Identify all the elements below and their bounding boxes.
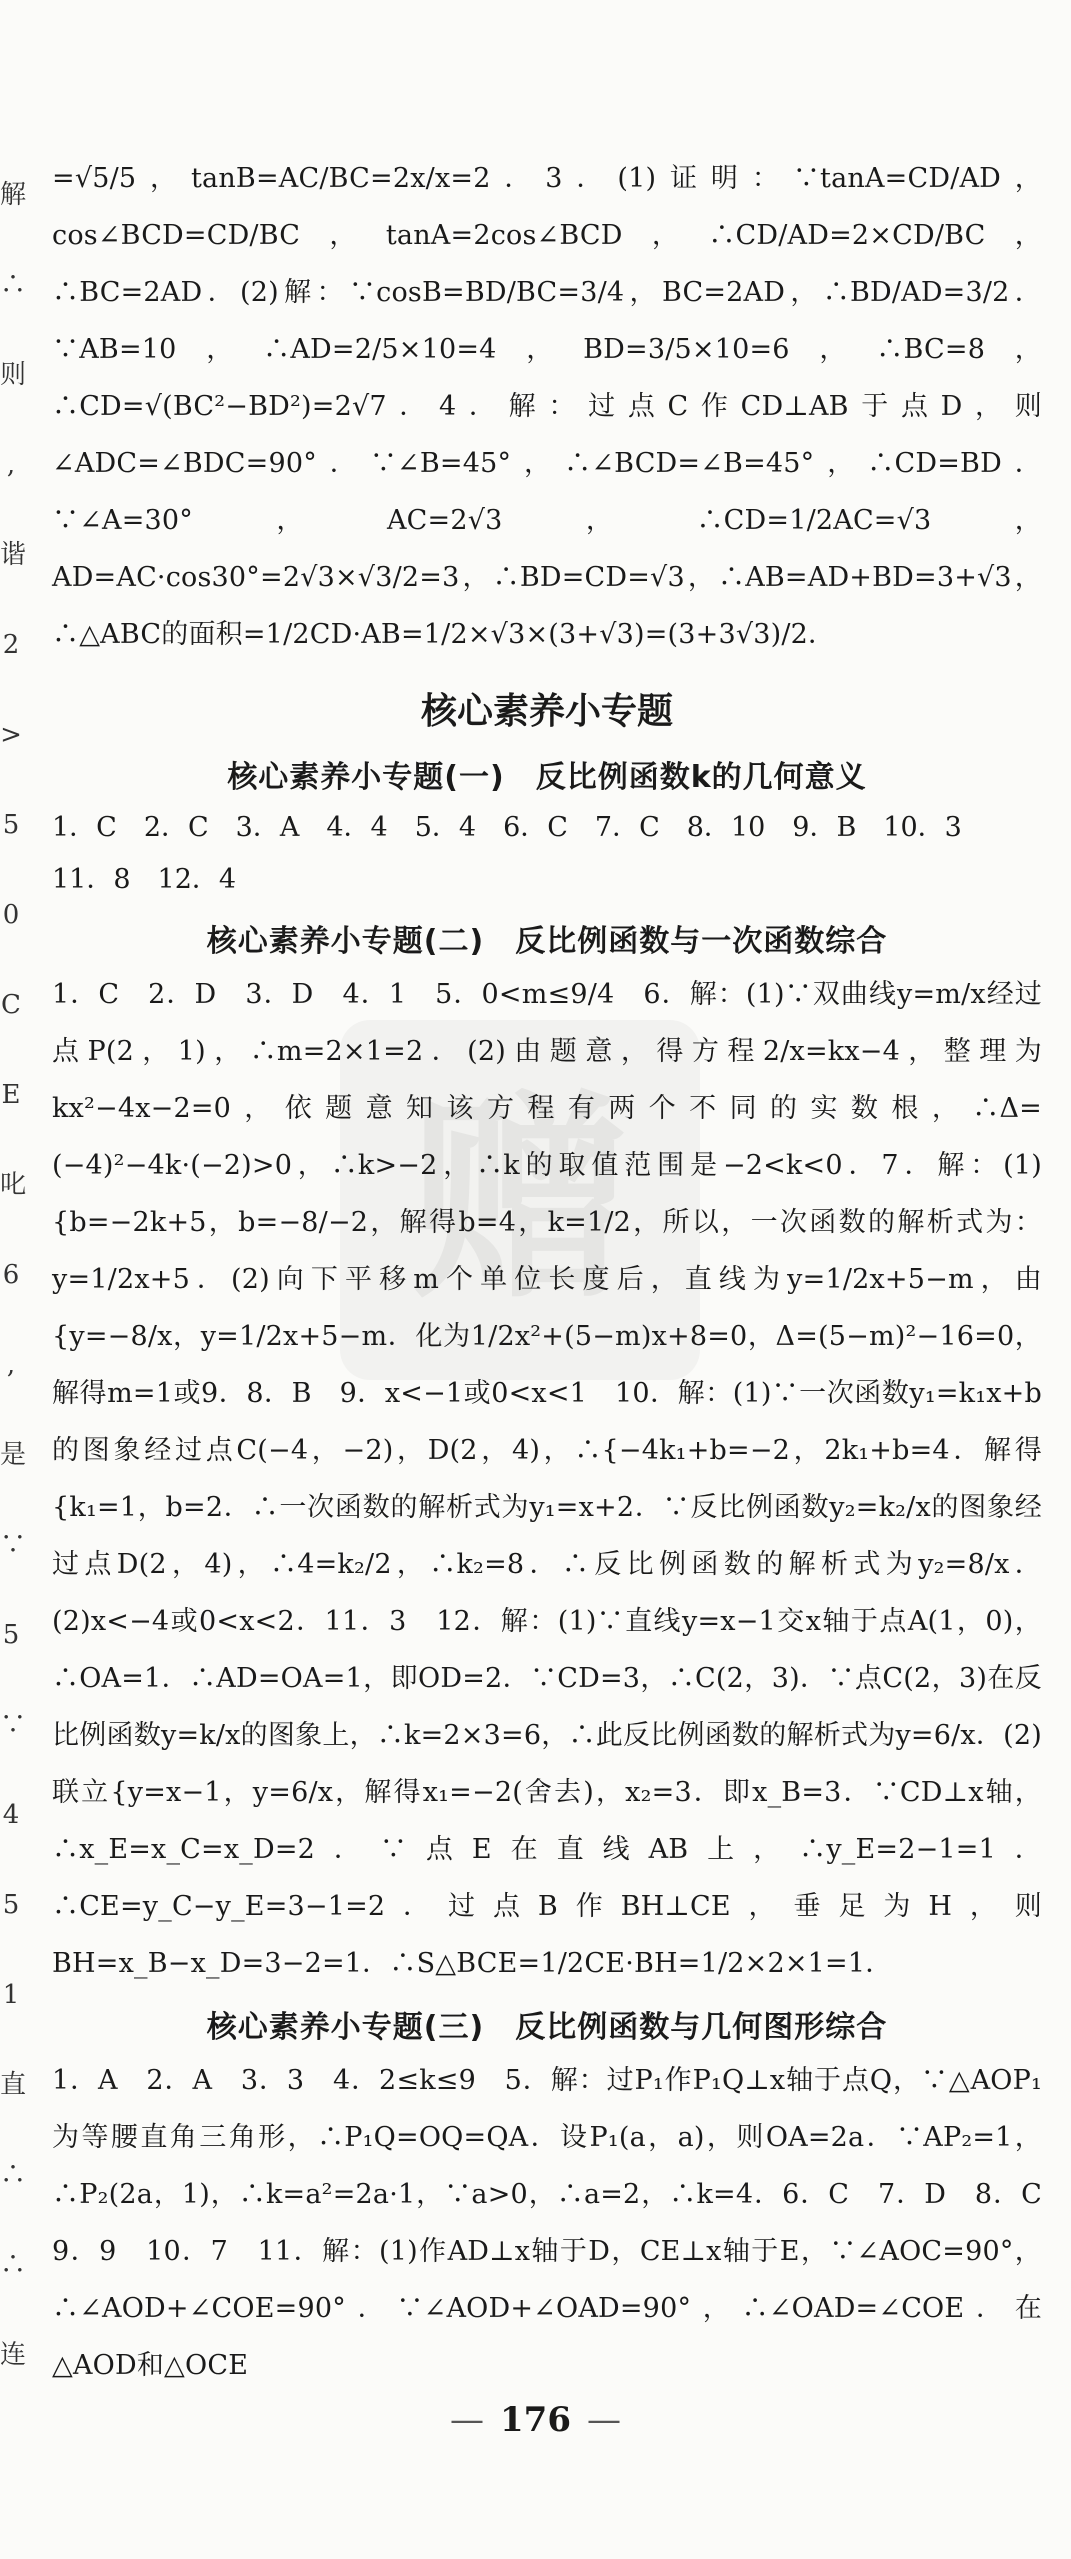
paragraph-top: =√5/5，tanB=AC/BC=2x/x=2．3．(1)证明：∵tanA=CD/AD，cos∠BCD=CD/BC，tanA=2cos∠BCD，∴CD/AD=2×CD/BC，∴BC=2AD．(2)解：∵cosB=BD/BC=3/4，BC=2AD，∴BD/AD=3/2．∵AB=10，∴AD=2/5×10=4，BD=3/5×10=6，∴BC=8，∴CD=√(BC²−BD²)=2√7．4．解：过点C作CD⊥AB于点D，则∠ADC=∠BDC=90°．∵∠B=45°，∴∠BCD=∠B=45°，∴CD=BD．∵∠A=30°，AC=2√3，∴CD=1/2AC=√3，AD=AC·cos30°=2√3×√3/2=3，∴BD=CD=√3，∴AB=AD+BD=3+√3，∴△ABC的面积=1/2CD·AB=1/2×√3×(3+√3)=(3+3√3)/2． (52, 163, 1042, 650)
watermark-mark: 赠 (340, 1020, 700, 1380)
page-number-dash-left: — (450, 2400, 484, 2440)
page-number (0, 2400, 1071, 2440)
section-main-title: 核心素养小专题 (420, 691, 673, 732)
section-2-answers: 1．C 2．D 3．D 4．1 5．0<m≤9/4 6．解：(1)∵双曲线y=m/x经过点P(2，1)，∴m=2×1=2．(2)由题意，得方程2/x=kx−4，整理为kx²−4x−2=0，依题意知该方程有两个不同的实数根，∴Δ=(−4)²−4k·(−2)>0，∴k>−2，∴k的取值范围是−2<k<0．7．解：(1){b=−2k+5，b=−8/−2，解得b=4，k=1/2，所以，一次函数的解析式为：y=1/2x+5．(2)向下平移m个单位长度后，直线为y=1/2x+5−m，由{y=−8/x，y=1/2x+5−m．化为1/2x²+(5−m)x+8=0，Δ=(5−m)²−16=0，解得m=1或9．8．B 9．x<−1或0<x<1 10．解：(1)∵一次函数y₁=k₁x+b的图象经过点C(−4，−2)，D(2，4)，∴{−4k₁+b=−2，2k₁+b=4．解得{k₁=1，b=2．∴一次函数的解析式为y₁=x+2．∵反比例函数y₂=k₂/x的图象经过点D(2，4)，∴4=k₂/2，∴k₂=8．∴反比例函数的解析式为y₂=8/x．(2)x<−4或0<x<2．11．3 12．解：(1)∵直线y=x−1交x轴于点A(1，0)，∴OA=1．∴AD=OA=1，即OD=2．∵CD=3，∴C(2，3)．∵点C(2，3)在反比例函数y=k/x的图象上，∴k=2×3=6，∴此反比例函数的解析式为y=6/x．(2)联立{y=x−1，y=6/x，解得x₁=−2(舍去)，x₂=3．即x_B=3．∵CD⊥x轴，∴x_E=x_C=x_D=2．∵点E在直线AB上，∴y_E=2−1=1．∴CE=y_C−y_E=3−1=2．过点B作BH⊥CE，垂足为H，则BH=x_B−x_D=3−2=1．∴S△BCE=1/2CE·BH=1/2×2×1=1． (52, 979, 1042, 1979)
page-number-value: 176 (500, 2400, 571, 2440)
section-2-title: 核心素养小专题(二) 反比例函数与一次函数综合 (206, 924, 888, 959)
section-1-title: 核心素养小专题(一) 反比例函数k的几何意义 (227, 760, 867, 795)
section-3-title: 核心素养小专题(三) 反比例函数与几何图形综合 (206, 2010, 888, 2045)
section-3-answers: 1．A 2．A 3．3 4．2≤k≤9 5．解：过P₁作P₁Q⊥x轴于点Q，∵△AOP₁为等腰直角三角形，∴P₁Q=OQ=QA．设P₁(a，a)，则OA=2a．∵AP₂=1，∴P₂(2a，1)，∴k=a²=2a·1，∵a>0，∴a=2，∴k=4．6．C 7．D 8．C 9．9 10．7 11．解：(1)作AD⊥x轴于D，CE⊥x轴于E，∵∠AOC=90°，∴∠AOD+∠COE=90°．∵∠AOD+∠OAD=90°，∴∠OAD=∠COE．在△AOD和△OCE (52, 2065, 1070, 2381)
section-1-answers: 1．C 2．C 3．A 4．4 5．4 6．C 7．C 8．10 9．B 10．3 11．8 12．4 (52, 812, 989, 895)
left-margin-fragment: 解 ∴ 则 , 谐 2 > 5 0 C E 叱 6 , 是 ∵ 5 ∵ 4 5 1 直 ∴ ∴ 连 (0, 180, 35, 2370)
main-content (52, 150, 1070, 2394)
page-number-dash-right: — (586, 2400, 621, 2440)
